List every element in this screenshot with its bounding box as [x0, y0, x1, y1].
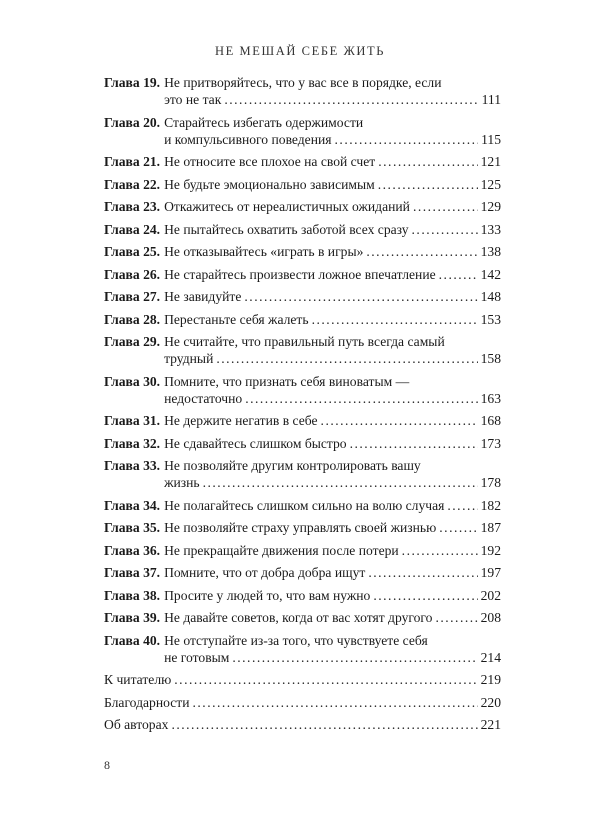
dot-leader	[368, 564, 477, 581]
toc-entry[interactable]	[104, 176, 501, 193]
chapter-title: трудный	[164, 351, 214, 366]
chapter-label: Глава 21.	[104, 154, 161, 169]
page-ref: 208	[480, 610, 501, 625]
toc-entry[interactable]	[104, 412, 501, 429]
chapter-label: Глава 27.	[104, 289, 161, 304]
chapter-title: Не держите негатив в себе	[164, 413, 318, 428]
chapter-label: Глава 34.	[104, 497, 161, 513]
page-ref: 221	[480, 717, 501, 732]
chapter-title: недостаточно	[164, 390, 243, 406]
toc-entry[interactable]	[104, 519, 501, 536]
page-ref: 125	[480, 176, 501, 192]
page-ref: 142	[480, 266, 501, 282]
dot-leader	[244, 288, 477, 305]
chapter-title: Не позволяйте другим контролировать вашу	[164, 458, 421, 473]
dot-leader	[439, 266, 478, 283]
chapter-title: Не сдавайтесь слишком быстро	[164, 435, 347, 451]
chapter-title: Благодарности	[104, 694, 190, 710]
dot-leader	[312, 311, 478, 328]
running-head: НЕ МЕШАЙ СЕБЕ ЖИТЬ	[214, 44, 386, 58]
chapter-title: Не считайте, что правильный путь всегда самый	[164, 334, 445, 349]
toc-entry[interactable]	[104, 198, 501, 215]
dot-leader	[366, 243, 477, 260]
page-ref: 220	[480, 694, 501, 710]
page-ref: 129	[480, 199, 501, 214]
chapter-label: Глава 20.	[104, 114, 161, 130]
toc-entry[interactable]	[104, 609, 501, 626]
chapter-title: Помните, что от добра добра ищут	[164, 565, 366, 580]
dot-leader	[224, 91, 478, 108]
dot-leader	[171, 716, 477, 733]
chapter-label: Глава 39.	[104, 610, 161, 625]
page-number: 8	[104, 758, 110, 772]
dot-leader	[232, 649, 477, 666]
dot-leader	[378, 176, 478, 193]
page-ref: 197	[480, 565, 501, 580]
chapter-title: Помните, что признать себя виноватым —	[164, 373, 410, 389]
chapter-title: Перестаньте себя жалеть	[164, 311, 309, 327]
chapter-label: Глава 25.	[104, 244, 161, 259]
toc-entry[interactable]	[104, 373, 501, 407]
chapter-label: Глава 31.	[104, 413, 161, 428]
toc-entry[interactable]	[104, 114, 501, 148]
chapter-title: жизнь	[164, 475, 200, 490]
page-ref: 192	[480, 542, 501, 558]
page-ref: 133	[480, 221, 501, 237]
toc-entry[interactable]	[104, 266, 501, 283]
page-ref: 202	[480, 587, 501, 603]
dot-leader	[402, 542, 478, 559]
chapter-title: Не отступайте из-за того, что чувствуете себя	[164, 632, 428, 648]
chapter-title: Старайтесь избегать одержимости	[164, 114, 364, 130]
chapter-title: К читателю	[104, 672, 172, 687]
chapter-title: Не пытайтесь охватить заботой всех сразу	[164, 221, 409, 237]
toc-entry[interactable]	[104, 221, 501, 238]
chapter-label: Глава 40.	[104, 632, 161, 648]
chapter-label: Глава 30.	[104, 373, 161, 389]
toc-entry[interactable]	[104, 587, 501, 604]
page-ref: 121	[480, 154, 501, 169]
chapter-title: Не позволяйте страху управлять своей жизнью	[164, 520, 437, 535]
chapter-title: Об авторах	[104, 717, 169, 732]
page-ref: 111	[481, 92, 501, 107]
chapter-title: Просите у людей то, что вам нужно	[164, 587, 371, 603]
chapter-title: Не притворяйтесь, что у вас все в порядке, если	[164, 75, 442, 90]
chapter-label: Глава 23.	[104, 199, 161, 214]
dot-leader	[216, 350, 477, 367]
chapter-title: Не отказывайтесь «играть в игры»	[164, 244, 364, 259]
dot-leader	[335, 131, 479, 148]
page-ref: 173	[480, 435, 501, 451]
chapter-title: и компульсивного поведения	[164, 131, 332, 147]
toc-entry[interactable]	[104, 333, 501, 367]
toc-entry[interactable]	[104, 457, 501, 491]
chapter-title: Не давайте советов, когда от вас хотят другого	[164, 610, 433, 625]
chapter-label: Глава 28.	[104, 311, 161, 327]
table-of-contents	[104, 74, 501, 739]
chapter-title: Не прекращайте движения после потери	[164, 542, 399, 558]
chapter-label: Глава 22.	[104, 176, 161, 192]
chapter-label: Глава 24.	[104, 221, 161, 237]
toc-entry[interactable]	[104, 542, 501, 559]
dot-leader	[435, 609, 477, 626]
chapter-title: это не так	[164, 92, 222, 107]
page-ref: 182	[480, 497, 501, 513]
chapter-title: Не относите все плохое на свой счет	[164, 154, 376, 169]
toc-entry[interactable]	[104, 74, 501, 108]
toc-entry[interactable]	[104, 288, 501, 305]
page-ref: 115	[481, 131, 501, 147]
chapter-label: Глава 35.	[104, 520, 161, 535]
dot-leader	[193, 694, 478, 711]
toc-entry[interactable]	[104, 671, 501, 688]
chapter-label: Глава 38.	[104, 587, 161, 603]
toc-entry[interactable]	[104, 497, 501, 514]
chapter-title: Не завидуйте	[164, 289, 242, 304]
chapter-label: Глава 37.	[104, 565, 161, 580]
dot-leader	[350, 435, 478, 452]
page-ref: 168	[480, 413, 501, 428]
toc-entry[interactable]	[104, 243, 501, 260]
dot-leader	[245, 390, 477, 407]
chapter-label: Глава 36.	[104, 542, 161, 558]
dot-leader	[321, 412, 478, 429]
dot-leader	[373, 587, 477, 604]
page-ref: 153	[480, 311, 501, 327]
dot-leader	[439, 519, 477, 536]
toc-entry[interactable]	[104, 153, 501, 170]
page-ref: 148	[480, 289, 501, 304]
page-ref: 158	[480, 351, 501, 366]
chapter-label: Глава 29.	[104, 334, 161, 349]
page-ref: 219	[480, 672, 501, 687]
toc-entry[interactable]	[104, 311, 501, 328]
chapter-label: Глава 32.	[104, 435, 161, 451]
toc-entry[interactable]	[104, 632, 501, 666]
chapter-label: Глава 26.	[104, 266, 161, 282]
dot-leader	[413, 198, 478, 215]
page-ref: 138	[480, 244, 501, 259]
dot-leader	[447, 497, 477, 514]
chapter-title: Не будьте эмоционально зависимым	[164, 176, 375, 192]
chapter-title: Не старайтесь произвести ложное впечатление	[164, 266, 436, 282]
toc-entry[interactable]	[104, 435, 501, 452]
chapter-label: Глава 19.	[104, 75, 161, 90]
page-ref: 163	[480, 390, 501, 406]
chapter-title: Не полагайтесь слишком сильно на волю случая	[164, 497, 445, 513]
toc-entry[interactable]	[104, 694, 501, 711]
dot-leader	[412, 221, 478, 238]
page-ref: 178	[480, 475, 501, 490]
toc-entry[interactable]	[104, 564, 501, 581]
chapter-title: не готовым	[164, 649, 230, 665]
page-ref: 187	[480, 520, 501, 535]
chapter-title: Откажитесь от нереалистичных ожиданий	[164, 199, 410, 214]
page-ref: 214	[480, 649, 501, 665]
dot-leader	[203, 474, 478, 491]
toc-entry[interactable]	[104, 716, 501, 733]
dot-leader	[174, 671, 477, 688]
chapter-label: Глава 33.	[104, 458, 161, 473]
dot-leader	[378, 153, 477, 170]
